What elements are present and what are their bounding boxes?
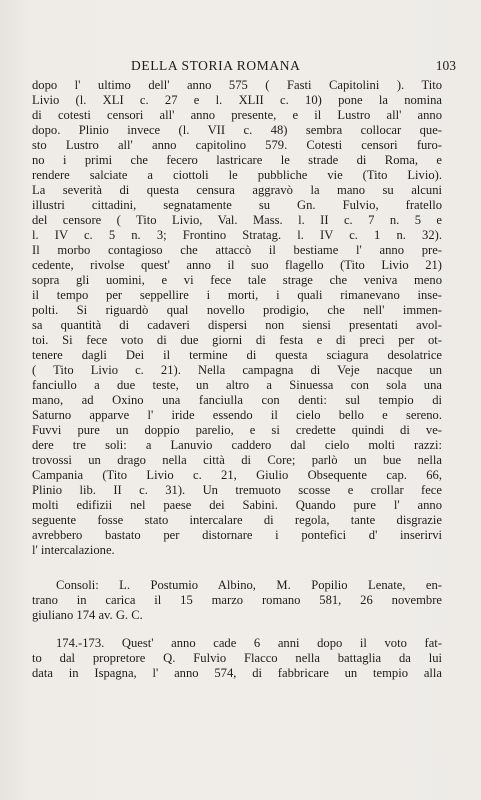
text-line: fanciullo a due teste, un altro a Sinuessa con sola una [32,378,442,392]
page-number: 103 [435,58,456,73]
text-line: polti. Si riguardò qual novello prodigio, che nell' immen- [32,303,442,317]
text-line: trovossi un drago nella città di Core; parlò un bue nella [32,453,442,467]
text-line: no i primi che fecero lastricare le strade di Roma, e [32,153,442,167]
text-line: illustri cittadini, segnatamente su Gn. Fulvio, fratello [32,198,442,212]
paragraph-consuls [32,578,442,623]
paragraph-spacer [32,623,442,636]
running-title: DELLA STORIA ROMANA [131,58,301,73]
text-line: rendere salciate a ciottoli le pubbliche vie (Tito Livio). [32,168,442,182]
text-line: to dal propretore Q. Fulvio Flacco nella battaglia da lui [32,651,442,665]
text-line: La severità di questa censura aggravò la mano su alcuni [32,183,442,197]
text-line: Plinio lib. II c. 31). Un tremuoto scosse e crollar fece [32,483,442,497]
text-line: l' intercalazione. [32,543,115,557]
body-text [32,78,442,681]
text-line: data in Ispagna, l' anno 574, di fabbricare un tempio alla [32,666,442,680]
text-line: cedente, rivolse quest' anno il suo flagello (Tito Livio 21) [32,258,442,272]
text-line: del censore ( Tito Livio, Val. Mass. l. II c. 7 n. 5 e [32,213,442,227]
paragraph-censors-and-prodigies [32,78,442,558]
text-line: molti edifizii nel paese dei Sabini. Quando pure l' anno [32,498,442,512]
paragraph-spacer [32,558,442,578]
text-line: Consoli: L. Postumio Albino, M. Popilio Lenate, en- [56,578,442,592]
text-line: Campania (Tito Livio c. 21, Giulio Obsequente cap. 66, [32,468,442,482]
text-line: tenere dagli Dei il termine di questa sciagura desolatrice [32,348,442,362]
text-line: toi. Si fece voto di due giorni di festa e di preci per ot- [32,333,442,347]
text-line: l. IV c. 5 n. 3; Frontino Stratag. l. IV c. 1 n. 32). [32,228,442,242]
text-line: giuliano 174 av. G. C. [32,608,143,622]
text-line: ( Tito Livio c. 21). Nella campagna di Veje nacque un [32,363,442,377]
text-line: sa quantità di cadaveri dispersi non siensi presentati avol- [32,318,442,332]
text-line: dopo. Plinio invece (l. VII c. 48) sembra collocar que- [32,123,442,137]
text-line: dopo l' ultimo dell' anno 575 ( Fasti Capitolini ). Tito [32,78,442,92]
text-line: Saturno apparve l' iride essendo il cielo bello e sereno. [32,408,442,422]
text-line: avrebbero bastato per distornare i pontefici d' inserirvi [32,528,442,542]
text-line: mano, ad Oxino una fanciulla con denti: sul tempio di [32,393,442,407]
text-line: sto Lustro all' anno capitolino 579. Cotesti censori furo- [32,138,442,152]
text-line: di cotesti censori all' anno presente, e il Lustro all' anno [32,108,442,122]
text-line: Fuvvi pure un doppio parelio, e si credette quindi di ve- [32,423,442,437]
running-head [26,58,456,76]
text-line: Il morbo contagioso che attaccò il bestiame l' anno pre- [32,243,442,257]
text-line: 174.-173. Quest' anno cade 6 anni dopo il voto fat- [56,636,442,650]
text-line: trano in carica il 15 marzo romano 581, 26 novembre [32,593,442,607]
paragraph-year-174 [32,636,442,681]
text-line: sopra gli uomini, e vi fece tale strage che veniva meno [32,273,442,287]
text-line: seguente fosse stato intercalare di regola, tante disgrazie [32,513,442,527]
text-line: il tempo per seppellire i morti, i quali rimanevano inse- [32,288,442,302]
text-line: dere tre soli: a Lanuvio caddero dal cielo molti razzi: [32,438,442,452]
text-line: Livio (l. XLI c. 27 e l. XLII c. 10) pone la nomina [32,93,442,107]
